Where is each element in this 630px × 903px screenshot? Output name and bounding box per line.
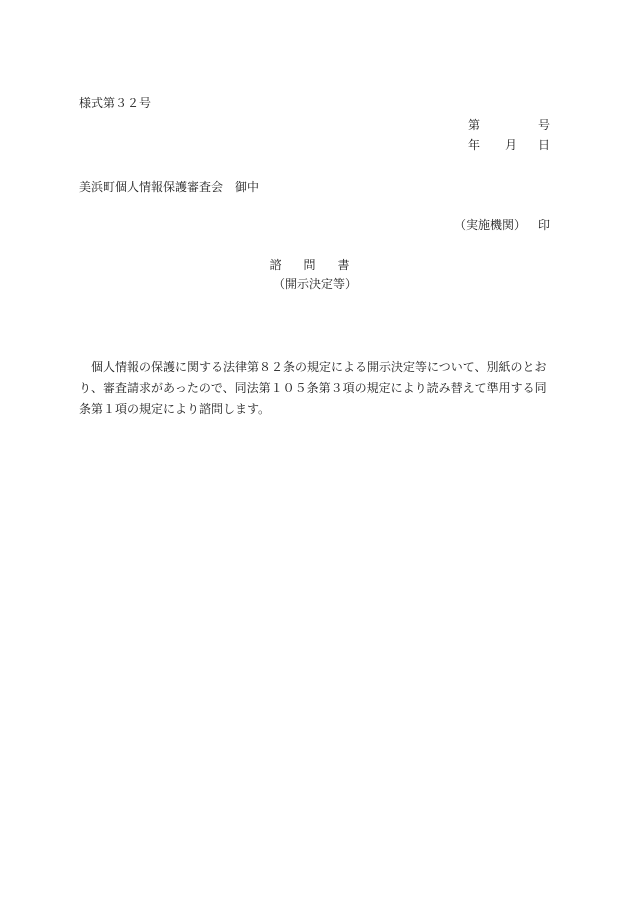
date-year-label: 年 [468, 138, 481, 152]
seal-mark: 印 [537, 218, 550, 232]
document-number-prefix: 第 [468, 118, 481, 132]
body-text: 個人情報の保護に関する法律第８２条の規定による開示決定等について、別紙のとおり、審査請求があったので、同法第１０５条第３項の規定により読み替えて準用する同条第１項の規定により諮問します。 [79, 360, 547, 416]
addressee [79, 181, 259, 193]
date-day-label: 日 [537, 138, 550, 152]
sender-label: （実施機関） [453, 218, 526, 232]
addressee-honorific: 御中 [235, 180, 260, 194]
form-number: 様式第３２号 [79, 96, 152, 110]
date-month-label: 月 [505, 138, 518, 152]
document-title: 諮問書 [269, 258, 372, 272]
addressee-name: 美浜町個人情報保護審査会 [79, 180, 224, 194]
document-number-suffix: 号 [537, 118, 550, 132]
document-subtitle: （開示決定等） [272, 277, 357, 291]
sender [454, 219, 550, 231]
